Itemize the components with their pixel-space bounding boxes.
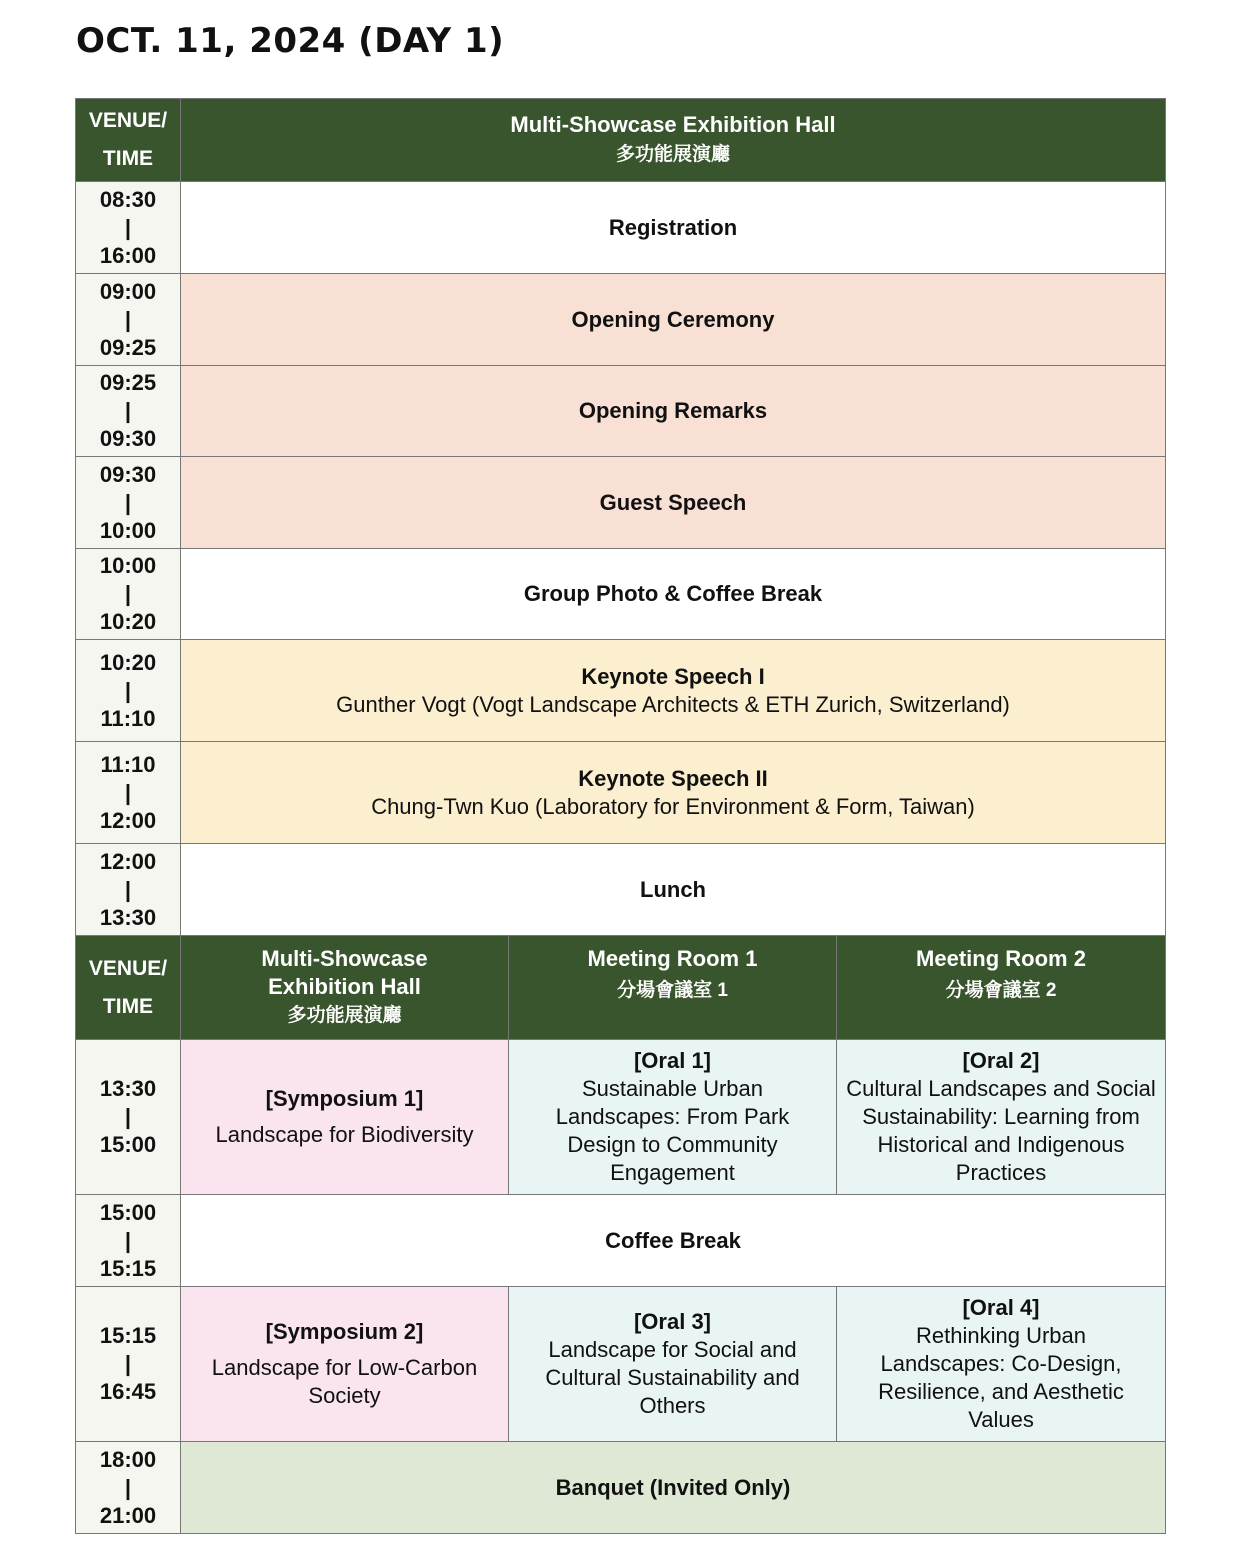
event-cell (181, 844, 1166, 936)
session-oral-4 (837, 1287, 1166, 1442)
venue-header-row-parallel (76, 936, 1166, 1040)
time-cell (76, 1442, 181, 1534)
room-name-zh: 多功能展演廳 (287, 1004, 402, 1026)
time-end: 15:15 (99, 1255, 157, 1281)
event-cell (181, 457, 1166, 549)
session-description: Landscape for Low-Carbon Society (211, 1355, 478, 1408)
session-description: Cultural Landscapes and Social Sustainability: Learning from Historical and Indigenous Practices (846, 1076, 1156, 1185)
session-description: Sustainable Urban Landscapes: From Park Design to Community Engagement (555, 1076, 790, 1185)
room-name-zh: 分場會議室 1 (617, 979, 728, 1001)
event-title: Banquet (Invited Only) (555, 1474, 791, 1500)
time-start: 08:30 (99, 186, 157, 212)
time-separator: | (124, 489, 132, 515)
time-start: 18:00 (99, 1446, 157, 1472)
venue-multi-showcase-header (181, 99, 1166, 182)
time-label: TIME (102, 147, 154, 170)
time-end: 21:00 (99, 1502, 157, 1528)
session-title: [Oral 2] (962, 1048, 1040, 1073)
room-name-line1: Meeting Room 2 (916, 945, 1086, 971)
event-cell (181, 640, 1166, 742)
time-start: 09:30 (99, 461, 157, 487)
venue-meeting-room-1-header (509, 936, 837, 1040)
schedule-row-group-photo (76, 549, 1166, 640)
time-cell (76, 182, 181, 274)
event-speaker: Chung-Twn Kuo (Laboratory for Environment & Form, Taiwan) (371, 793, 975, 819)
time-cell (76, 1195, 181, 1287)
time-end: 09:30 (99, 426, 157, 451)
time-cell (76, 742, 181, 844)
session-title: [Symposium 1] (265, 1086, 424, 1111)
time-separator: | (124, 581, 132, 606)
schedule-table (75, 98, 1166, 1534)
time-separator: | (124, 306, 132, 332)
time-cell (76, 640, 181, 742)
session-oral-3 (509, 1287, 837, 1442)
page-title: OCT. 11, 2024 (DAY 1) (76, 21, 505, 61)
time-start: 13:30 (99, 1076, 157, 1101)
schedule-row-keynote-1 (76, 640, 1166, 742)
venue-label: VENUE/ (88, 109, 168, 132)
event-cell (181, 549, 1166, 640)
time-separator: | (124, 677, 132, 703)
venue-name: Multi-Showcase Exhibition Hall (510, 112, 836, 137)
time-separator: | (124, 1104, 132, 1129)
session-oral-1 (509, 1040, 837, 1195)
time-end: 13:30 (99, 904, 157, 930)
schedule-row-lunch (76, 844, 1166, 936)
schedule-row-parallel-1 (76, 1040, 1166, 1195)
time-start: 10:20 (99, 649, 157, 675)
event-title: Opening Ceremony (571, 306, 775, 332)
time-separator: | (124, 1474, 132, 1500)
time-end: 11:10 (100, 705, 156, 731)
time-separator: | (124, 779, 132, 805)
room-name-line2: Exhibition Hall (268, 973, 421, 999)
time-end: 10:20 (99, 609, 157, 634)
time-label: TIME (102, 994, 154, 1018)
event-title: Opening Remarks (578, 398, 768, 423)
venue-header-row (76, 99, 1166, 182)
session-title: [Symposium 2] (265, 1319, 424, 1344)
venue-name-zh: 多功能展演廳 (616, 144, 731, 165)
session-description: Landscape for Social and Cultural Sustainability and Others (545, 1337, 800, 1418)
time-cell (76, 844, 181, 936)
event-cell (181, 742, 1166, 844)
time-start: 15:00 (99, 1199, 157, 1225)
time-cell (76, 457, 181, 549)
event-title: Keynote Speech I (581, 663, 765, 689)
time-end: 16:00 (99, 242, 157, 268)
event-title: Group Photo & Coffee Break (523, 581, 823, 606)
time-end: 09:25 (99, 334, 157, 360)
time-cell (76, 366, 181, 457)
time-separator: | (124, 1227, 132, 1253)
room-name-zh: 分場會議室 2 (945, 979, 1057, 1001)
event-title: Guest Speech (599, 489, 747, 515)
venue-meeting-room-2-header (837, 936, 1166, 1040)
schedule-row-opening-ceremony (76, 274, 1166, 366)
session-title: [Oral 3] (633, 1309, 712, 1334)
event-title: Keynote Speech II (578, 765, 768, 791)
event-cell (181, 1195, 1166, 1287)
time-cell (76, 274, 181, 366)
schedule-row-guest-speech (76, 457, 1166, 549)
time-start: 09:25 (99, 370, 157, 395)
session-description: Landscape for Biodiversity (215, 1122, 474, 1147)
time-cell (76, 1040, 181, 1195)
time-cell (76, 549, 181, 640)
time-start: 11:10 (100, 751, 156, 777)
venue-time-header (76, 936, 181, 1040)
time-start: 12:00 (99, 848, 157, 874)
schedule-row-parallel-2 (76, 1287, 1166, 1442)
time-separator: | (124, 398, 132, 423)
time-separator: | (124, 214, 132, 240)
time-end: 12:00 (99, 807, 157, 833)
event-cell (181, 274, 1166, 366)
room-name-line1: Multi-Showcase (261, 945, 428, 971)
session-description: Rethinking Urban Landscapes: Co-Design, Resilience, and Aesthetic Values (878, 1323, 1124, 1432)
time-separator: | (124, 876, 132, 902)
schedule-row-keynote-2 (76, 742, 1166, 844)
event-cell (181, 182, 1166, 274)
session-symposium-1 (181, 1040, 509, 1195)
schedule-row-banquet (76, 1442, 1166, 1534)
time-end: 16:45 (99, 1379, 157, 1404)
event-speaker: Gunther Vogt (Vogt Landscape Architects & ETH Zurich, Switzerland) (336, 691, 1010, 717)
event-cell (181, 366, 1166, 457)
session-oral-2 (837, 1040, 1166, 1195)
session-title: [Oral 4] (962, 1295, 1040, 1320)
session-symposium-2 (181, 1287, 509, 1442)
time-start: 10:00 (99, 553, 157, 578)
time-end: 15:00 (99, 1132, 157, 1157)
schedule-row-opening-remarks (76, 366, 1166, 457)
venue-multi-showcase-header (181, 936, 509, 1040)
time-separator: | (124, 1351, 132, 1376)
time-cell (76, 1287, 181, 1442)
event-title: Registration (608, 214, 738, 240)
event-cell (181, 1442, 1166, 1534)
time-end: 10:00 (99, 517, 157, 543)
venue-time-header (76, 99, 181, 182)
event-title: Coffee Break (605, 1227, 741, 1253)
venue-label: VENUE/ (88, 956, 168, 980)
event-title: Lunch (640, 876, 706, 902)
schedule-row-registration (76, 182, 1166, 274)
room-name-line1: Meeting Room 1 (587, 945, 758, 971)
time-start: 15:15 (99, 1323, 157, 1348)
schedule-row-coffee-break (76, 1195, 1166, 1287)
session-title: [Oral 1] (633, 1048, 712, 1073)
time-start: 09:00 (99, 278, 157, 304)
